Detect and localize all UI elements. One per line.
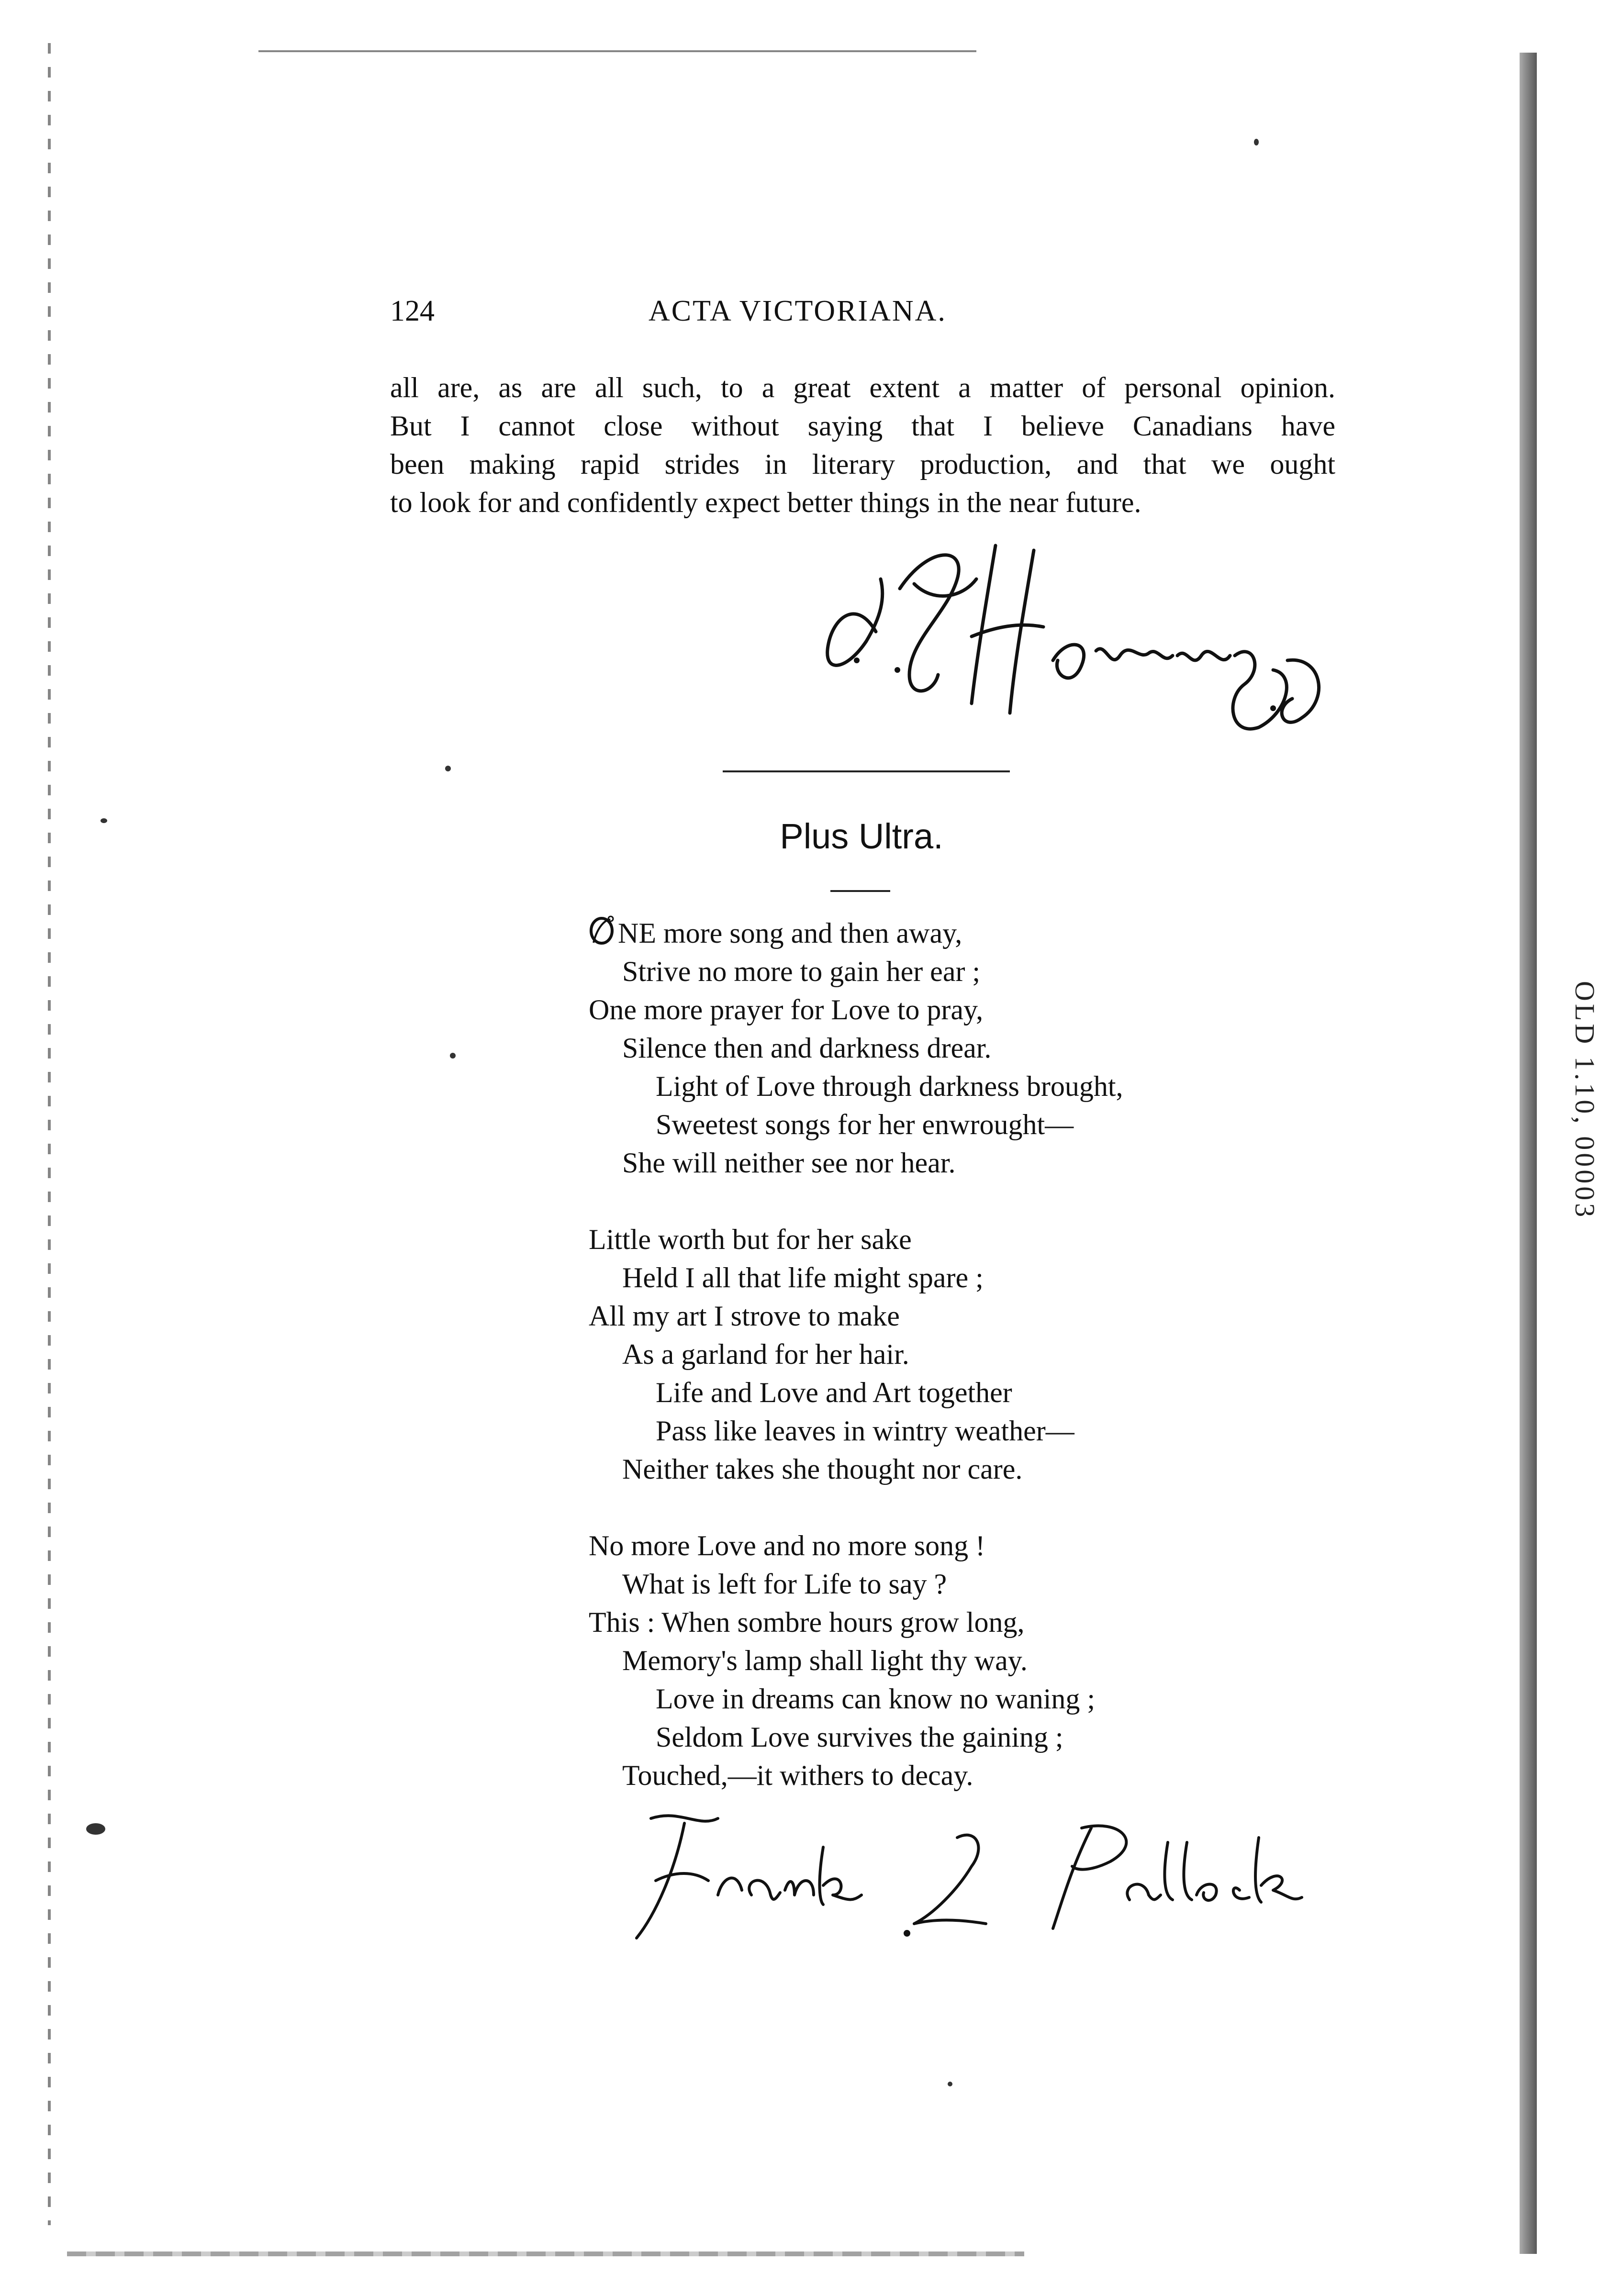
scan-speck: [948, 2082, 952, 2086]
verse-line: Silence then and darkness drear.: [622, 1032, 992, 1064]
verse-line: Neither takes she thought nor care.: [622, 1453, 1023, 1485]
poem-title: Plus Ultra.: [780, 816, 943, 856]
verse-line: Memory's lamp shall light thy way.: [622, 1645, 1028, 1676]
verse-line: Love in dreams can know no waning ;: [656, 1683, 1096, 1715]
stanza: [589, 1527, 1402, 1794]
running-head: [390, 294, 1335, 337]
poem-body: [589, 914, 1402, 1833]
scan-speck: [101, 818, 107, 823]
verse-line: As a garland for her hair.: [622, 1338, 909, 1370]
section-divider: [723, 770, 1010, 772]
verse-line: This : When sombre hours grow long,: [589, 1606, 1025, 1638]
verse-line: Sweetest songs for her enwrought—: [656, 1109, 1074, 1140]
verse-line: Strive no more to gain her ear ;: [622, 956, 981, 987]
verse-line: All my art I strove to make: [589, 1300, 900, 1332]
verse-line: No more Love and no more song !: [589, 1530, 985, 1561]
verse-line: She will neither see nor hear.: [622, 1147, 956, 1179]
scan-top-edge: [258, 50, 976, 52]
margin-note: OLD 1.10, 00003: [1569, 981, 1600, 1220]
verse-text: NE more song and then away,: [618, 917, 962, 949]
verse-line: Light of Love through darkness brought,: [656, 1070, 1123, 1102]
prose-paragraph: [390, 368, 1335, 522]
stanza: [589, 1220, 1402, 1488]
page-number: 124: [390, 295, 435, 327]
signature-pollock: [622, 1799, 1340, 1962]
scan-left-edge: [48, 43, 51, 2225]
journal-title: ACTA VICTORIANA.: [649, 295, 947, 327]
prose-line: to look for and confidently expect better things in the near future.: [390, 487, 1141, 518]
title-rule: [830, 890, 890, 892]
verse-line: Pass like leaves in wintry weather—: [656, 1415, 1074, 1447]
verse-line: Little worth but for her sake: [589, 1224, 912, 1255]
scan-speck: [86, 1823, 105, 1835]
scan-right-edge: [1520, 53, 1537, 2254]
scan-speck: [1254, 139, 1259, 145]
verse-line: Seldom Love survives the gaining ;: [656, 1721, 1063, 1753]
prose-line: all are, as are all such, to a great extent a matter of personal opinion.: [390, 372, 1335, 403]
verse-line: Life and Love and Art together: [656, 1377, 1012, 1408]
verse-line: What is left for Life to say ?: [622, 1568, 947, 1600]
verse-line: Held I all that life might spare ;: [622, 1262, 984, 1293]
scan-speck: [445, 766, 451, 771]
stanza: [589, 914, 1402, 1182]
drop-cap-ornament: [589, 914, 615, 947]
scan-bottom-edge: [67, 2251, 1024, 2256]
verse-line: Touched,—it withers to decay.: [622, 1760, 973, 1791]
verse-line: One more prayer for Love to pray,: [589, 994, 984, 1025]
prose-line: been making rapid strides in literary production, and that we ought: [390, 448, 1335, 480]
signature-horning: [814, 517, 1340, 756]
prose-line: But I cannot close without saying that I believe Canadians have: [390, 410, 1335, 442]
scan-speck: [450, 1053, 456, 1059]
verse-line: [589, 914, 1402, 952]
